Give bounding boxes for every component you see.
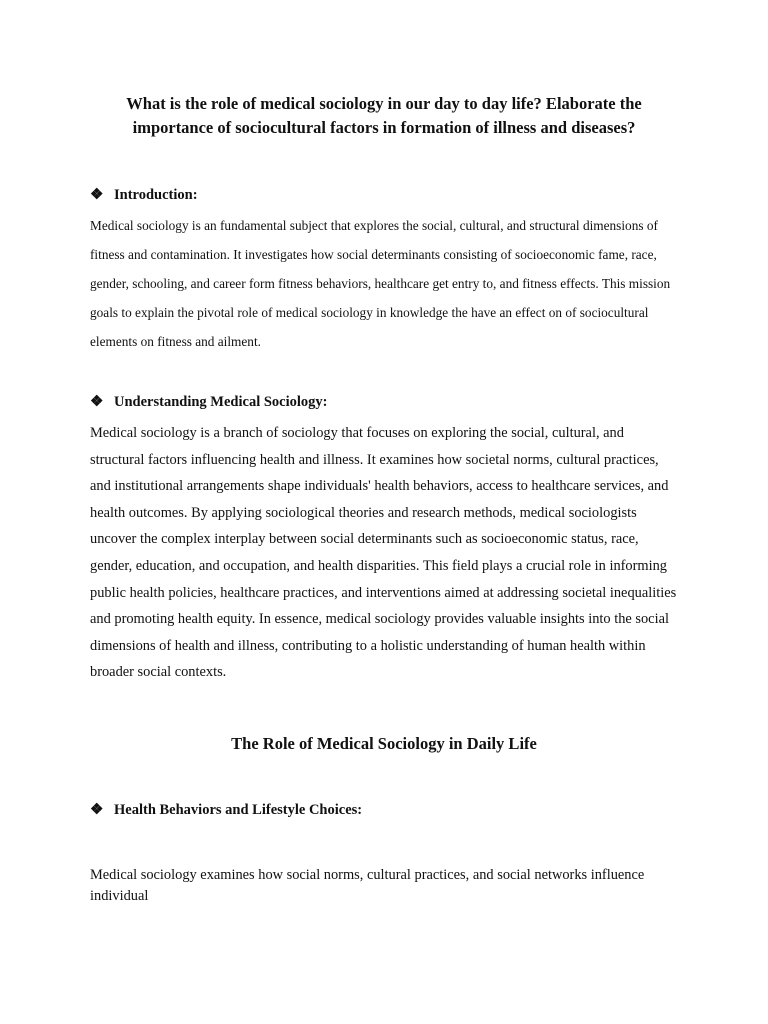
introduction-heading — [90, 186, 198, 204]
diamond-bullet-icon: ❖ — [90, 802, 104, 818]
understanding-heading-label: Understanding Medical Sociology: — [114, 394, 328, 410]
section-title: The Role of Medical Sociology in Daily Life — [231, 734, 537, 753]
understanding-paragraph: Medical sociology is a branch of sociology that focuses on exploring the social, cultural, and structural factors influencing health and illness. It examines how societal norms, cultural practices, and institutional arrangements shape individuals' health behaviors, access to healthcare services, and health outcomes. By applying sociological theories and research methods, medical sociologists uncover the complex interplay between social determinants such as socioeconomic status, race, gender, education, and occupation, and health disparities. This field plays a crucial role in informing public health policies, healthcare practices, and interventions aimed at addressing societal inequalities and promoting health equity. In essence, medical sociology provides valuable insights into the social dimensions of health and illness, contributing to a holistic understanding of human health within broader social contexts. — [90, 425, 677, 681]
introduction-paragraph: Medical sociology is an fundamental subject that explores the social, cultural, and structural dimensions of fitness and contamination. It investigates how social determinants consisting of socioeconomic fame, race, gender, schooling, and career form fitness behaviors, healthcare get entry to, and fitness effects. This mission goals to explain the pivotal role of medical sociology in knowledge the have an effect on of sociocultural elements on fitness and ailment. — [90, 218, 671, 349]
health-behaviors-heading-label: Health Behaviors and Lifestyle Choices: — [114, 802, 363, 818]
document-title: What is the role of medical sociology in our day to day life? Elaborate the importance of sociocultural factors in formation of illness and diseases? — [126, 94, 642, 137]
introduction-heading-label: Introduction: — [114, 187, 198, 203]
health-behaviors-paragraph: Medical sociology examines how social norms, cultural practices, and social networks influence individual — [90, 867, 645, 904]
diamond-bullet-icon: ❖ — [90, 394, 104, 410]
understanding-heading — [90, 393, 327, 411]
health-behaviors-heading — [90, 801, 362, 819]
diamond-bullet-icon: ❖ — [90, 187, 104, 203]
